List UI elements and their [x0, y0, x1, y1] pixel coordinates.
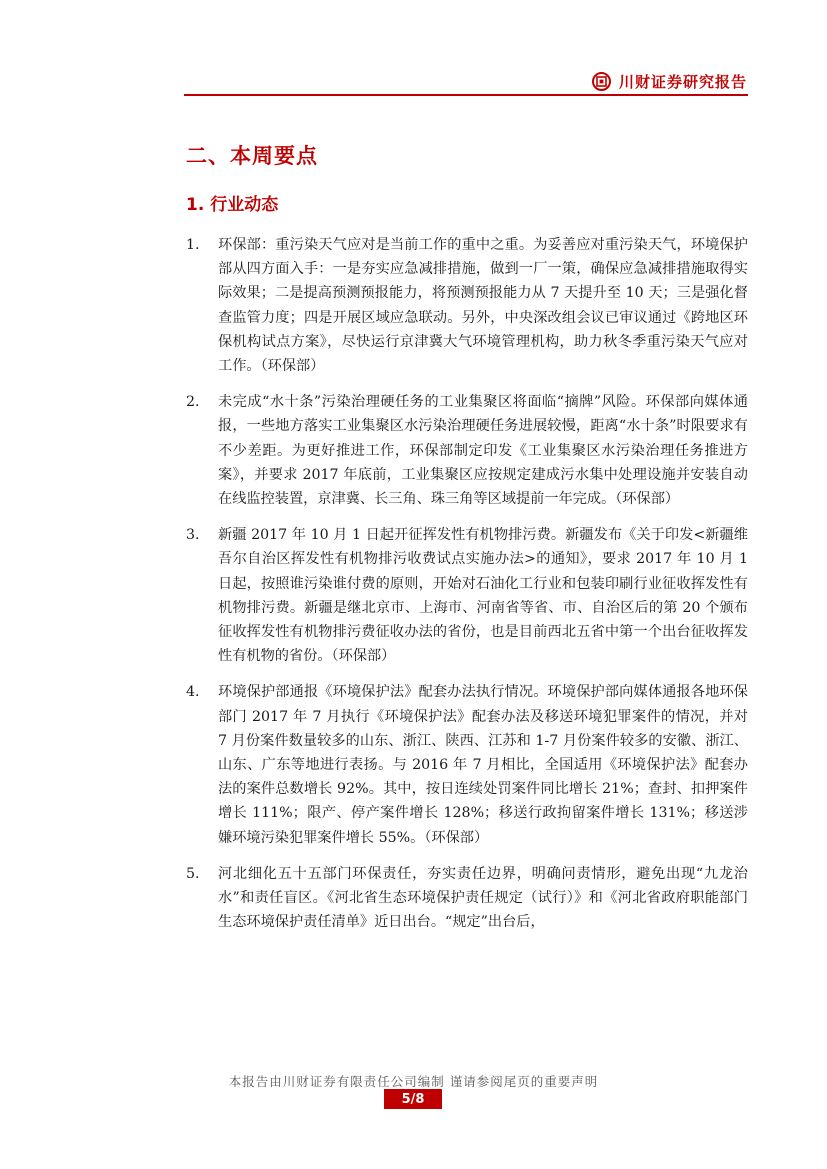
news-item-text: 环境保护部通报《环境保护法》配套办法执行情况。环境保护部向媒体通报各地环保部门 2017 年 7 月执行《环境保护法》配套办法及移送环境犯罪案件的情况，并对 7 月份案件数量较多的山东、浙江、陕西、江苏和 1-7 月份案件较多的安徽、浙江、山东、广东等地进行表扬。与 2016 年 7 月相比，全国适用《环境保护法》配套办法的案件总数增长 92%。其中，按日连续处罚案件同比增长 21%；查封、扣押案件增长 111%；限产、停产案件增长 128%；移送行政拘留案件增长 131%；移送涉嫌环境污染犯罪案件增长 55%。（环保部） — [218, 684, 748, 846]
brand-name: 川财证券研究报告 — [618, 72, 747, 91]
news-item-text: 新疆 2017 年 10 月 1 日起开征挥发性有机物排污费。新疆发布《关于印发<新疆维吾尔自治区挥发性有机物排污收费试点实施办法>的通知》，要求 2017 年 10 月 1 日起，按照谁污染谁付费的原则，开始对石油化工行业和包装印刷行业征收挥发性有机物排污费。新疆是继北京市、上海市、河南省等省、市、自治区后的第 20 个颁布征收挥发性有机物排污费征收办法的省份，也是目前西北五省中第一个出台征收挥发性有机物的省份。（环保部） — [218, 527, 748, 665]
industry-news-list — [186, 233, 748, 946]
news-item-number: 1. — [186, 237, 200, 253]
news-item-number: 4. — [186, 684, 200, 701]
news-item — [186, 390, 748, 511]
news-item — [186, 523, 748, 668]
news-item-number: 3. — [186, 527, 200, 544]
section-title: 二、本周要点 — [186, 144, 318, 168]
news-item — [186, 680, 748, 849]
news-item-text: 河北细化五十五部门环保责任，夯实责任边界，明确问责情形，避免出现“九龙治水”和责任盲区。《河北省生态环境保护责任规定（试行）》和《河北省政府职能部门生态环境保护责任清单》近日出台。“规定”出台后， — [218, 865, 748, 931]
news-item — [186, 233, 748, 378]
brand-logo-icon — [592, 72, 611, 91]
news-item-number: 5. — [186, 865, 200, 882]
page-number: 5/8 — [384, 1089, 442, 1109]
subsection-title: 1. 行业动态 — [186, 195, 279, 215]
news-item-text: 未完成“水十条”污染治理硬任务的工业集聚区将面临“摘牌”风险。环保部向媒体通报，一些地方落实工业集聚区水污染治理硬任务进展较慢，距离“水十条”时限要求有不少差距。为更好推进工作，环保部制定印发《工业集聚区水污染治理任务推进方案》，并要求 2017 年底前，工业集聚区应按规定建成污水集中处理设施并安装自动在线监控装置，京津冀、长三角、珠三角等区域提前一年完成。（环保部） — [218, 394, 748, 508]
footer-disclaimer: 本报告由川财证券有限责任公司编制 谨请参阅尾页的重要声明 — [228, 1074, 599, 1089]
header-divider — [184, 94, 748, 96]
news-item-text: 环保部：重污染天气应对是当前工作的重中之重。为妥善应对重污染天气，环境保护部从四方面入手：一是夯实应急减排措施，做到一厂一策，确保应急减排措施取得实际效果；二是提高预测预报能力，将预测预报能力从 7 天提升至 10 天；三是强化督查监管力度；四是开展区域应急联动。另外，中央深改组会议已审议通过《跨地区环保机构试点方案》，尽快运行京津冀大气环境管理机构，助力秋冬季重污染天气应对工作。（环保部） — [218, 237, 748, 375]
news-item — [186, 862, 748, 935]
news-item-number: 2. — [186, 394, 200, 411]
report-header-brand — [592, 69, 747, 93]
